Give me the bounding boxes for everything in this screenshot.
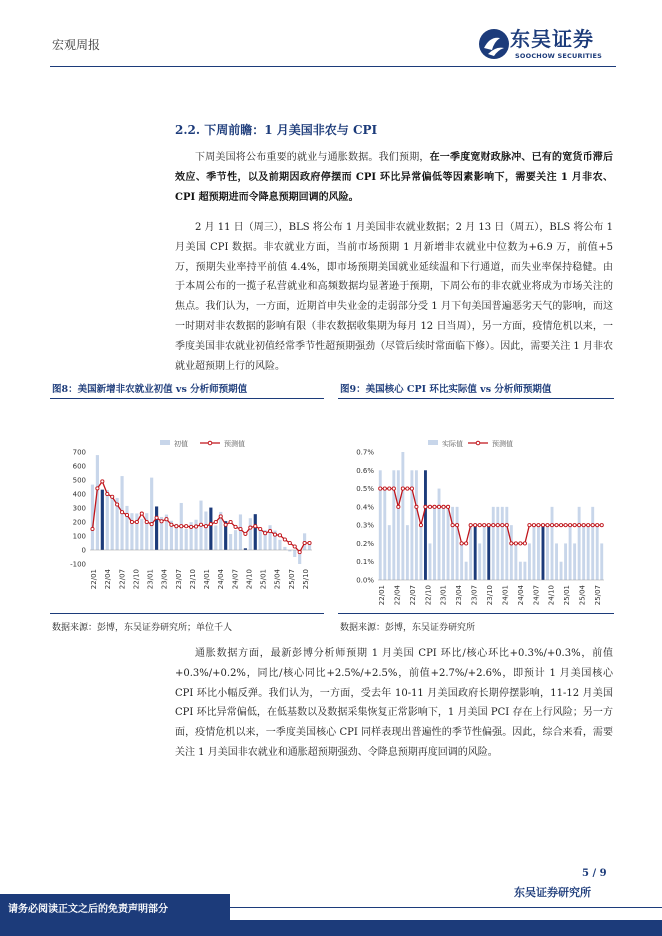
forecast-marker [111, 495, 114, 498]
section-title: 2.2. 下周前瞻：1 月美国非农与 CPI [175, 123, 378, 137]
x-tick-label: 23/04 [160, 569, 169, 590]
forecast-marker [175, 525, 178, 528]
brand-name-en: SOOCHOW SECURITIES [515, 52, 603, 60]
forecast-marker [392, 487, 395, 490]
bar-actual [249, 518, 252, 550]
bar-actual [560, 562, 563, 580]
x-tick-label: 23/10 [188, 569, 197, 590]
bar-actual [528, 543, 531, 580]
bar-actual [429, 543, 432, 580]
forecast-marker [492, 524, 495, 527]
bar-actual [130, 513, 133, 550]
bar-actual [514, 543, 517, 580]
forecast-marker [180, 525, 183, 528]
forecast-marker [308, 541, 311, 544]
x-tick-label: 25/10 [302, 569, 310, 590]
bar-actual [140, 519, 143, 550]
forecast-marker [451, 524, 454, 527]
bar-actual [101, 490, 104, 550]
forecast-marker [415, 505, 418, 508]
forecast-marker [214, 520, 217, 523]
bar-actual [194, 520, 197, 550]
x-tick-label: 25/04 [273, 569, 282, 590]
bar-actual [510, 525, 513, 580]
forecast-marker [125, 513, 128, 516]
x-tick-label: 23/07 [174, 569, 183, 590]
bar-actual [546, 525, 549, 580]
forecast-marker [170, 523, 173, 526]
forecast-marker [578, 524, 581, 527]
forecast-marker [273, 533, 276, 536]
figure-9-top-rule [338, 398, 614, 399]
header-divider [50, 66, 616, 67]
forecast-marker [510, 542, 513, 545]
bar-actual [505, 507, 508, 580]
y-tick-label: 0.3% [356, 521, 374, 530]
bar-actual [406, 525, 409, 580]
bar-actual [596, 525, 599, 580]
forecast-marker [229, 520, 232, 523]
bar-actual [501, 507, 504, 580]
legend-swatch-bar [160, 440, 170, 445]
x-tick-label: 24/07 [231, 569, 240, 590]
y-tick-label: 0.7% [356, 448, 374, 457]
bar-actual [209, 508, 212, 550]
forecast-marker [523, 542, 526, 545]
figure-9-bottom-rule [338, 613, 614, 614]
forecast-marker [460, 542, 463, 545]
x-tick-label: 22/07 [118, 569, 127, 590]
legend-label: 实际值 [442, 440, 463, 448]
figure-8-chart [50, 432, 324, 610]
forecast-marker [555, 524, 558, 527]
figure-8-top-rule [50, 398, 324, 399]
x-tick-label: 24/04 [217, 569, 226, 590]
x-tick-label: 22/01 [378, 585, 386, 606]
y-tick-label: 0.6% [356, 466, 374, 475]
forecast-marker [519, 542, 522, 545]
bar-actual [293, 550, 296, 557]
bar-actual [155, 506, 158, 550]
forecast-marker [194, 525, 197, 528]
x-tick-label: 22/01 [90, 569, 98, 590]
brand-name: 东吴证券 [510, 27, 594, 51]
forecast-marker [155, 516, 158, 519]
forecast-marker [532, 524, 535, 527]
bar-actual [229, 534, 232, 550]
bar-actual [419, 525, 422, 580]
bar-actual [537, 525, 540, 580]
x-tick-label: 25/01 [259, 569, 268, 590]
forecast-marker [264, 532, 267, 535]
forecast-marker [303, 541, 306, 544]
y-tick-label: 200 [72, 518, 86, 527]
bar-actual [268, 525, 271, 550]
x-tick-label: 22/04 [104, 569, 113, 590]
bar-actual [442, 507, 445, 580]
bar-actual [278, 540, 281, 550]
bar-actual [564, 543, 567, 580]
x-tick-label: 22/10 [424, 585, 433, 606]
forecast-marker [505, 524, 508, 527]
forecast-marker [596, 524, 599, 527]
x-tick-label: 25/01 [563, 585, 572, 606]
forecast-marker [383, 487, 386, 490]
bar-actual [578, 507, 581, 580]
forecast-marker [582, 524, 585, 527]
paragraph-1-emphasis: 在一季度宽财政脉冲、已有的宽货币滞后效应、季节性，以及前期因政府停摆而 CPI 环比异常偏低等因素影响下，需要关注 1 月非农、CPI 超预期进而令降息预期回调的风险。 [175, 152, 614, 203]
legend-swatch-marker [208, 441, 212, 445]
forecast-marker [254, 525, 257, 528]
forecast-marker [219, 515, 222, 518]
paragraph-2: 2 月 11 日（周三），BLS 将公布 1 月美国非农就业数据；2 月 13 日（周五），BLS 将公布 1 月美国 CPI 数据。非农就业方面，当前市场预期 1 月新增非农就业中位数为+6.9 万，前值+5 万，预期失业率持平前值 4.4%，即市场预期美国就业延续温和下行通道，而失业率保持稳健。由于本周公布的一揽子私营就业和高频数据均显著逊于预期，下周公布的非农就业将成为市场关注的焦点。我们认为，一方面，近期首申失业金的走弱部分受 1 月下旬美国普遍恶劣天气的影响，而这一时期对非农数据的影响有限（非农数据收集期为每月 12 日当周），另一方面，疫情危机以来，一季度美国非农就业初值经常季节性超预期强劲（尽管后续时常面临下修）。因此，需要关注 1 月非农就业超预期上行的风险。 [175, 222, 613, 372]
forecast-marker [591, 524, 594, 527]
figure-9-source: 数据来源：彭博，东吴证券研究所 [340, 623, 476, 633]
x-tick-label: 25/07 [287, 569, 296, 590]
forecast-marker [160, 520, 163, 523]
forecast-marker [397, 505, 400, 508]
forecast-marker [224, 523, 227, 526]
forecast-marker [140, 512, 143, 515]
y-tick-label: 700 [72, 448, 86, 457]
x-tick-label: 24/01 [501, 585, 510, 606]
bar-actual [451, 507, 454, 580]
forecast-marker [130, 520, 133, 523]
bar-actual [542, 525, 545, 580]
forecast-marker [190, 525, 193, 528]
forecast-marker [442, 505, 445, 508]
y-tick-label: 0.1% [356, 558, 374, 567]
bar-actual [582, 525, 585, 580]
figure-8-source: 数据来源：彭博，东吴证券研究所；单位千人 [52, 623, 233, 633]
x-tick-label: 23/10 [486, 585, 494, 606]
bar-actual [483, 525, 486, 580]
x-tick-label: 25/07 [594, 585, 602, 606]
footer-disclaimer-band [0, 894, 230, 920]
paragraph-3: 通胀数据方面，最新彭博分析师预期 1 月美国 CPI 环比/核心环比+0.3%/+0.3%，前值+0.3%/+0.2%，同比/核心同比+2.5%/+2.5%，前值+2.7%/+2.6%，即预计 1 月美国核心 CPI 环比小幅反弹。我们认为，一方面，受去年 10-11 月美国政府长期停摆影响，11-12 月美国 CPI 环比异常偏低，在低基数以及数据采集恢复正常影响下，1 月美国 PCI 存在上行风险；另一方面，疫情危机以来，一季度美国核心 CPI 同样表现出普遍性的季节性偏强。因此，综合来看，需要关注 1 月美国非农就业和通胀超预期强劲、令降息预期再度回调的风险。 [175, 648, 613, 758]
bar-actual [388, 525, 391, 580]
bar-actual [106, 490, 109, 550]
y-tick-label: -100 [70, 560, 86, 569]
bar-actual [234, 530, 237, 550]
figure-9-title: 图9：美国核心 CPI 环比实际值 vs 分析师预期值 [340, 384, 552, 395]
forecast-marker [278, 534, 281, 537]
forecast-marker [204, 525, 207, 528]
forecast-marker [465, 542, 468, 545]
bar-actual [424, 470, 427, 580]
paragraph-1-text: 下周美国将公布重要的就业与通胀数据。我们预期， [195, 152, 430, 163]
figure-8-title: 图8：美国新增非农就业初值 vs 分析师预期值 [52, 384, 248, 395]
forecast-marker [259, 527, 262, 530]
bar-actual [214, 526, 217, 551]
forecast-marker [469, 524, 472, 527]
forecast-marker [283, 538, 286, 541]
forecast-marker [388, 487, 391, 490]
forecast-marker [249, 526, 252, 529]
forecast-marker [514, 542, 517, 545]
bar-actual [145, 513, 148, 550]
bar-actual [523, 562, 526, 580]
forecast-marker [209, 523, 212, 526]
footer-disclaimer: 请务必阅读正文之后的免责声明部分 [8, 904, 168, 915]
y-tick-label: 0.5% [356, 485, 374, 494]
bar-actual [569, 525, 572, 580]
forecast-marker [106, 492, 109, 495]
x-tick-label: 23/01 [146, 569, 155, 590]
forecast-marker [116, 503, 119, 506]
bar-actual [259, 530, 262, 550]
x-tick-label: 24/01 [203, 569, 212, 590]
x-tick-label: 22/10 [132, 569, 141, 590]
paragraph-1 [175, 148, 613, 207]
footer-institute: 东吴证券研究所 [514, 886, 591, 899]
forecast-marker [150, 523, 153, 526]
y-tick-label: 100 [72, 532, 86, 541]
bar-actual [465, 562, 468, 580]
figure-8-bottom-rule [50, 613, 324, 614]
bar-actual [478, 543, 481, 580]
y-tick-label: 0.0% [356, 576, 374, 585]
forecast-marker [546, 524, 549, 527]
forecast-marker [406, 487, 409, 490]
bar-actual [383, 489, 386, 580]
forecast-marker [474, 524, 477, 527]
bar-actual [474, 525, 477, 580]
y-tick-label: 0.2% [356, 539, 374, 548]
forecast-marker [145, 520, 148, 523]
forecast-marker [564, 524, 567, 527]
x-tick-label: 23/04 [455, 585, 464, 606]
forecast-marker [401, 487, 404, 490]
bar-actual [397, 470, 400, 580]
y-tick-label: 300 [72, 504, 86, 513]
forecast-marker [496, 524, 499, 527]
forecast-marker [185, 525, 188, 528]
forecast-marker [199, 523, 202, 526]
bar-actual [150, 478, 153, 550]
bar-actual [469, 525, 472, 580]
forecast-marker [550, 524, 553, 527]
forecast-marker [165, 518, 168, 521]
forecast-marker [478, 524, 481, 527]
bar-actual [519, 562, 522, 580]
forecast-marker [120, 511, 123, 514]
bar-actual [456, 507, 459, 580]
forecast-marker [234, 525, 237, 528]
bar-actual [587, 525, 590, 580]
bar-actual [460, 543, 463, 580]
bar-actual [415, 470, 418, 580]
forecast-marker [537, 524, 540, 527]
forecast-marker [239, 527, 242, 530]
legend-label: 预测值 [224, 440, 245, 448]
x-tick-label: 22/07 [408, 585, 417, 606]
forecast-marker [446, 505, 449, 508]
bar-actual [125, 506, 128, 550]
bar-actual [573, 543, 576, 580]
bar-actual [401, 452, 404, 580]
footer-divider [230, 907, 662, 908]
forecast-marker [288, 541, 291, 544]
x-tick-label: 22/04 [393, 585, 402, 606]
bar-actual [283, 547, 286, 550]
legend-swatch-marker [476, 441, 480, 445]
y-tick-label: 400 [72, 490, 86, 499]
forecast-marker [433, 505, 436, 508]
bar-actual [496, 507, 499, 580]
forecast-line [380, 489, 601, 544]
forecast-marker [501, 524, 504, 527]
bar-actual [438, 489, 441, 580]
bar-actual [555, 543, 558, 580]
header-left-label: 宏观周报 [52, 38, 101, 52]
footer-bar [0, 920, 662, 936]
y-tick-label: 600 [72, 462, 86, 471]
bar-actual [487, 525, 490, 580]
bar-actual [447, 507, 450, 580]
forecast-marker [135, 520, 138, 523]
legend-label: 预测值 [492, 440, 513, 448]
page-number: 5 / 9 [582, 868, 607, 879]
forecast-marker [96, 487, 99, 490]
forecast-marker [428, 505, 431, 508]
forecast-marker [528, 524, 531, 527]
forecast-marker [293, 545, 296, 548]
forecast-marker [91, 527, 94, 530]
y-tick-label: 0.4% [356, 503, 374, 512]
x-tick-label: 24/04 [516, 585, 525, 606]
bar-actual [239, 514, 242, 550]
bar-actual [492, 507, 495, 580]
forecast-marker [587, 524, 590, 527]
bar-actual [551, 507, 554, 580]
forecast-marker [419, 524, 422, 527]
bar-actual [111, 495, 114, 550]
x-tick-label: 24/10 [547, 585, 556, 606]
y-tick-label: 0 [81, 546, 86, 555]
bar-actual [600, 543, 603, 580]
figure-9-chart [338, 432, 614, 610]
x-tick-label: 23/07 [470, 585, 479, 606]
forecast-marker [379, 487, 382, 490]
bar-actual [185, 529, 188, 550]
legend-label: 初值 [174, 440, 188, 448]
bar-actual [591, 507, 594, 580]
bar-actual [532, 525, 535, 580]
bar-actual [204, 512, 207, 551]
forecast-marker [487, 524, 490, 527]
forecast-marker [410, 487, 413, 490]
x-tick-label: 24/07 [532, 585, 541, 606]
x-tick-label: 25/04 [578, 585, 587, 606]
forecast-marker [437, 505, 440, 508]
forecast-marker [268, 530, 271, 533]
forecast-marker [573, 524, 576, 527]
forecast-marker [541, 524, 544, 527]
forecast-marker [456, 524, 459, 527]
x-tick-label: 23/01 [439, 585, 448, 606]
bar-actual [254, 514, 257, 550]
forecast-marker [569, 524, 572, 527]
legend-swatch-bar [428, 440, 438, 445]
forecast-marker [244, 532, 247, 535]
forecast-marker [600, 524, 603, 527]
y-tick-label: 500 [72, 476, 86, 485]
forecast-marker [559, 524, 562, 527]
x-tick-label: 24/10 [245, 569, 254, 590]
forecast-marker [101, 480, 104, 483]
forecast-marker [298, 551, 301, 554]
forecast-marker [483, 524, 486, 527]
forecast-marker [424, 505, 427, 508]
bar-actual [433, 507, 436, 580]
